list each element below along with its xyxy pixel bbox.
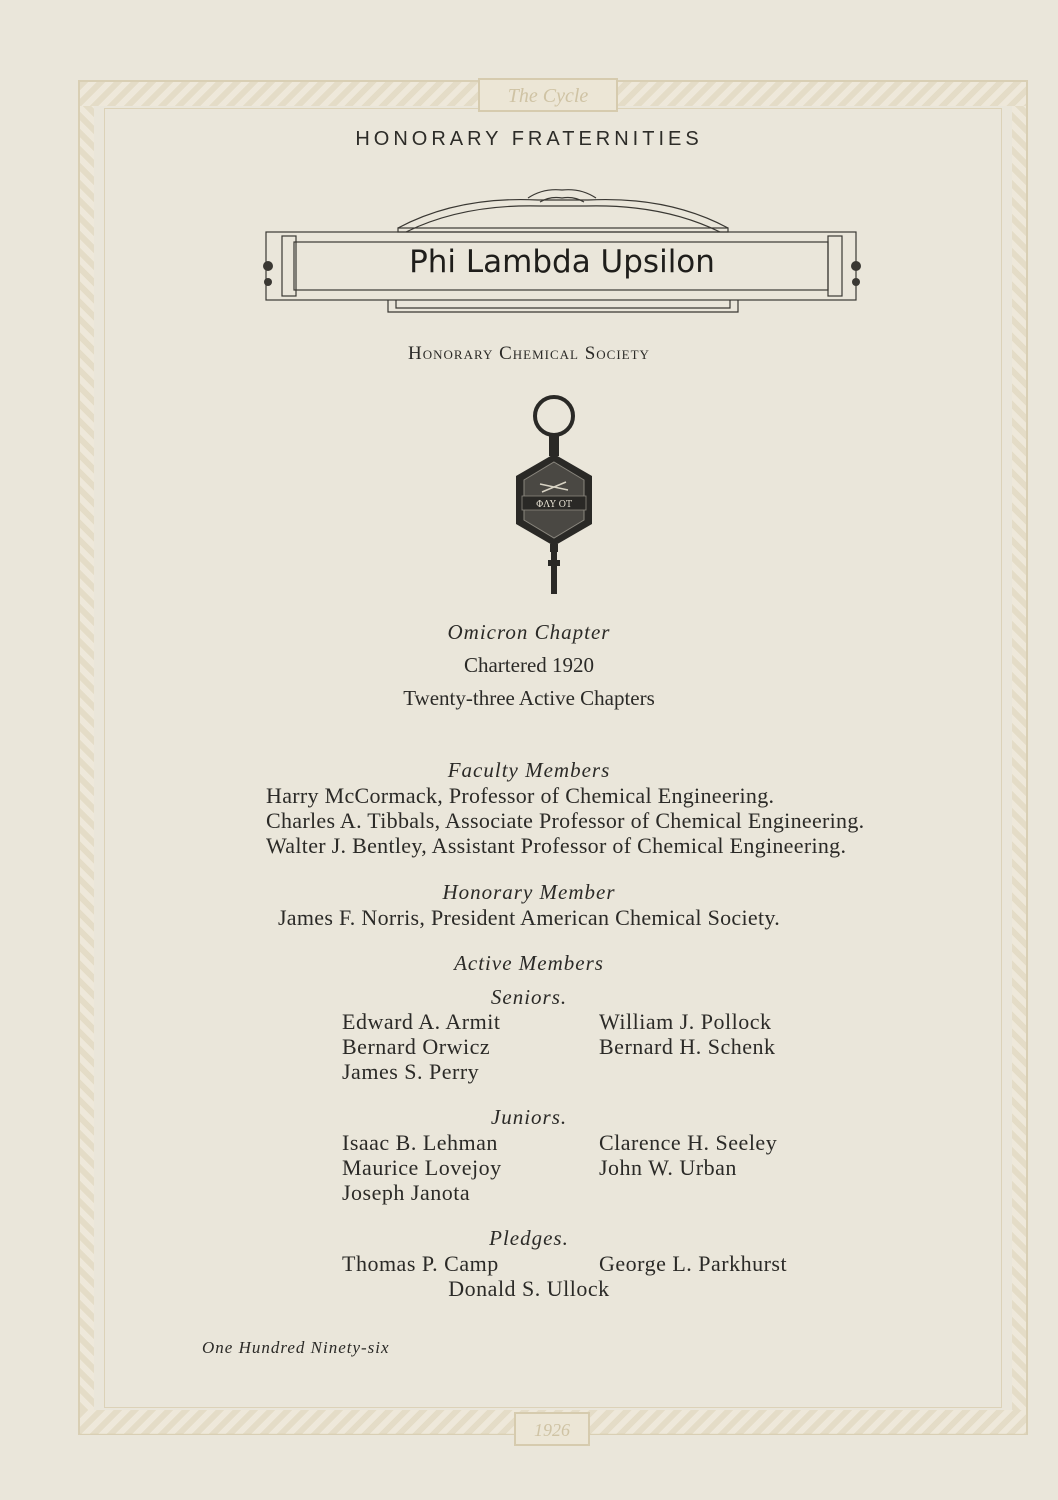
pledge-member: George L. Parkhurst	[599, 1251, 788, 1276]
faculty-member: Harry McCormack, Professor of Chemical Engineering.	[266, 783, 775, 808]
title-plaque	[258, 186, 866, 318]
page-number: One Hundred Ninety-six	[202, 1338, 390, 1357]
faculty-member: Walter J. Bentley, Assistant Professor of Chemical Engineering.	[266, 833, 847, 858]
senior-member: Edward A. Armit	[342, 1009, 501, 1034]
active-chapters: Twenty-three Active Chapters	[403, 686, 655, 710]
society-subtitle: Honorary Chemical Society	[408, 343, 650, 364]
junior-member: Maurice Lovejoy	[342, 1155, 502, 1180]
senior-member: James S. Perry	[342, 1059, 480, 1084]
year-cartouche: 1926	[514, 1412, 590, 1446]
fraternity-name: Phi Lambda Upsilon	[409, 244, 715, 280]
key-lettering: ΦΛΥ ΟΤ	[535, 500, 573, 510]
junior-member: John W. Urban	[599, 1155, 737, 1180]
juniors-heading: Juniors.	[490, 1105, 568, 1129]
senior-member: William J. Pollock	[599, 1009, 772, 1034]
running-head: The Cycle	[478, 78, 618, 112]
active-members-heading: Active Members	[454, 951, 604, 975]
senior-member: Bernard Orwicz	[342, 1034, 491, 1059]
pledge-member: Thomas P. Camp	[342, 1251, 499, 1276]
pledges-heading: Pledges.	[489, 1226, 569, 1250]
honorary-heading: Honorary Member	[442, 880, 616, 904]
junior-member: Joseph Janota	[342, 1180, 471, 1205]
faculty-member: Charles A. Tibbals, Associate Professor of Chemical Engineering.	[266, 808, 865, 833]
faculty-heading: Faculty Members	[447, 758, 611, 782]
pledge-member: Donald S. Ullock	[448, 1276, 610, 1301]
seniors-heading: Seniors.	[490, 985, 568, 1009]
section-title: HONORARY FRATERNITIES	[355, 128, 703, 150]
chartered-year: Chartered 1920	[463, 653, 595, 677]
honorary-member: James F. Norris, President American Chemical Society.	[277, 905, 781, 930]
senior-member: Bernard H. Schenk	[599, 1034, 776, 1059]
chapter-name: Omicron Chapter	[447, 620, 611, 644]
junior-member: Isaac B. Lehman	[342, 1130, 498, 1155]
junior-member: Clarence H. Seeley	[599, 1130, 778, 1155]
fraternity-key-icon	[512, 392, 596, 596]
